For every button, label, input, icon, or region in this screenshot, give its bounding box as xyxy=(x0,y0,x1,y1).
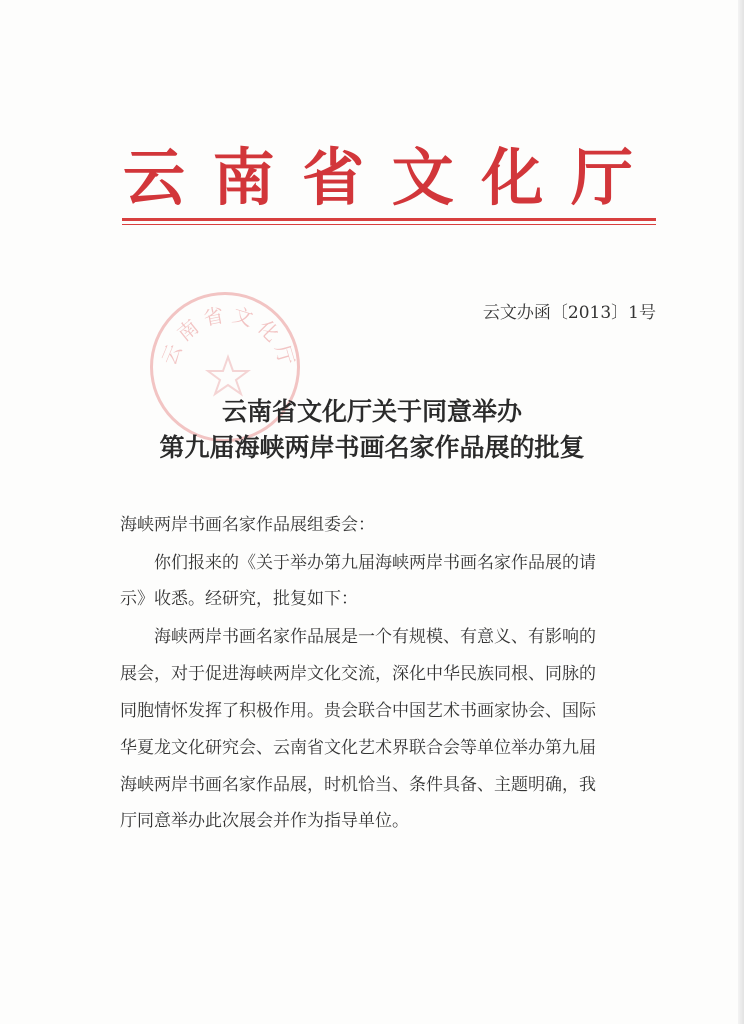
letterhead-title xyxy=(118,132,638,212)
letterhead-char: 省 xyxy=(302,140,365,214)
body-line: 海峡两岸书画名家作品展，时机恰当、条件具备、主题明确，我 xyxy=(120,775,596,795)
body-line: 同胞情怀发挥了积极作用。贵会联合中国艺术书画家协会、国际 xyxy=(120,701,596,721)
letterhead-char: 南 xyxy=(212,140,275,214)
document-title-line1: 云南省文化厅关于同意举办 xyxy=(221,397,522,426)
body-line: 华夏龙文化研究会、云南省文化艺术界联合会等单位举办第九届 xyxy=(120,738,596,758)
body-line: 海峡两岸书画名家作品展是一个有规模、有意义、有影响的 xyxy=(120,627,596,647)
letterhead-char: 云 xyxy=(122,140,185,214)
letterhead-char: 化 xyxy=(481,140,544,214)
letterhead-rule-thin xyxy=(122,224,656,225)
addressee: 海峡两岸书画名家作品展组委会： xyxy=(120,515,375,535)
letterhead-char: 厅 xyxy=(570,140,633,214)
letterhead-rule-thick xyxy=(122,218,656,221)
body-line: 展会，对于促进海峡两岸文化交流，深化中华民族同根、同脉的 xyxy=(120,664,596,684)
body-line: 你们报来的《关于举办第九届海峡两岸书画名家作品展的请 xyxy=(120,553,596,573)
seal-text: 云南省文化厅 xyxy=(156,301,301,374)
letterhead-char: 文 xyxy=(391,140,454,214)
seal-star-icon xyxy=(208,357,248,394)
body-line: 厅同意举办此次展会并作为指导单位。 xyxy=(120,811,409,831)
body-line: 示》收悉。经研究，批复如下： xyxy=(120,589,358,609)
document-title-line2: 第九届海峡两岸书画名家作品展的批复 xyxy=(159,433,585,462)
scan-edge xyxy=(738,0,744,1024)
document-number: 云文办函〔2013〕1号 xyxy=(482,303,656,323)
